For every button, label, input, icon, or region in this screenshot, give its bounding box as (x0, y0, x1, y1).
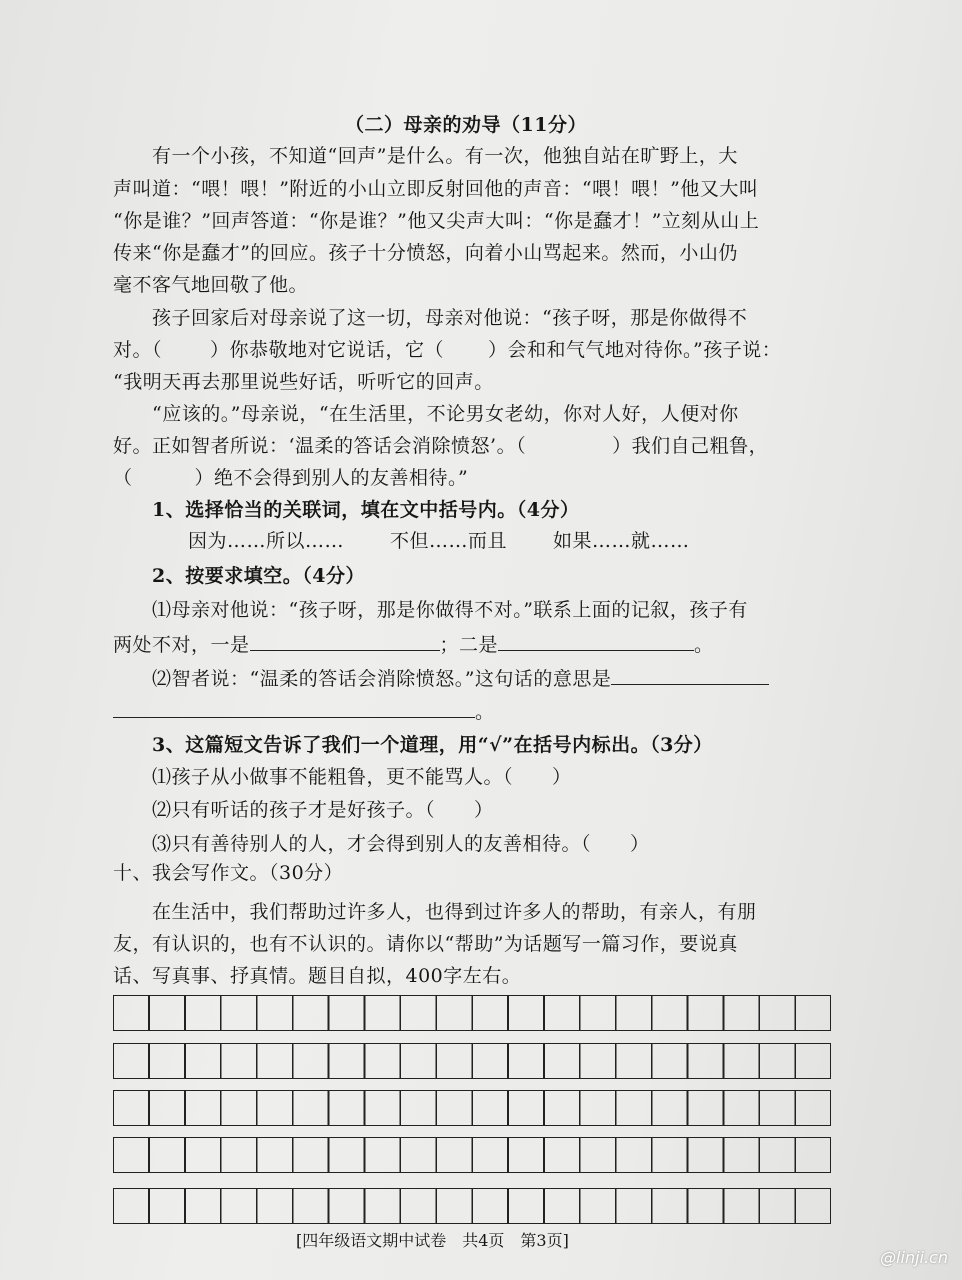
passage-line: 声叫道：“喂！喂！”附近的小山立即反射回他的声音：“喂！喂！”他又大叫 (113, 178, 759, 200)
passage-line: 孩子回家后对母亲说了这一切，母亲对他说：“孩子呀，那是你做得不 (152, 307, 748, 329)
passage-text: ）你恭敬地对它说话，它（ (210, 339, 445, 361)
essay-prompt-line: 友，有认识的，也有不认识的。请你以“帮助”为话题写一篇习作，要说真 (113, 933, 738, 955)
essay-prompt-line: 话、写真事、抒真情。题目自拟，400字左右。 (113, 965, 522, 987)
passage-line: 传来“你是蠢才”的回应。孩子十分愤怒，向着小山骂起来。然而，小山仍 (113, 242, 738, 264)
passage-line-with-blanks (113, 337, 781, 363)
answer-end: 。 (694, 634, 714, 656)
passage-line-with-blanks (113, 465, 468, 491)
passage-text: （ (113, 467, 133, 489)
option-item: 不但……而且 (390, 530, 508, 552)
answer-separator: ；二是 (439, 634, 499, 656)
page-footer: [四年级语文期中试卷 共4页 第3页] (296, 1231, 569, 1250)
question-3-option[interactable]: ⑶只有善待别人的人，才会得到别人的友善相待。（ ） (152, 833, 650, 855)
answer-blank-4[interactable] (113, 697, 475, 718)
passage-text: ）会和和气气地对待你。”孩子说： (488, 339, 782, 361)
passage-line: “应该的。”母亲说，“在生活里，不论男女老幼，你对人好，人便对你 (152, 403, 739, 425)
passage-line: “你是谁？”回声答道：“你是谁？”他又尖声大叫：“你是蠢才！”立刻从山上 (113, 210, 760, 232)
passage-text: ）绝不会得到别人的友善相待。” (194, 467, 469, 489)
answer-blank-2[interactable] (498, 630, 694, 651)
question-2-item-1-answer (113, 630, 714, 658)
answer-blank-3[interactable] (611, 664, 769, 685)
question-3-option[interactable]: ⑴孩子从小做事不能粗鲁，更不能骂人。（ ） (152, 766, 572, 788)
question-3-label: 3、这篇短文告诉了我们一个道理，用“√”在括号内标出。（3分） (152, 734, 713, 756)
passage-line: 有一个小孩，不知道“回声”是什么。有一次，他独自站在旷野上，大 (152, 145, 738, 167)
writing-grid-row[interactable] (113, 1043, 831, 1079)
writing-grid-row[interactable] (113, 1188, 831, 1224)
question-text: ⑵智者说：“温柔的答话会消除愤怒。”这句话的意思是 (152, 668, 612, 690)
writing-grid-row[interactable] (113, 1137, 831, 1173)
option-item: 因为……所以…… (188, 530, 345, 552)
answer-prefix: 两处不对，一是 (113, 634, 250, 656)
passage-line: “我明天再去那里说些好话，听听它的回声。 (113, 371, 494, 393)
option-item: 如果……就…… (553, 530, 690, 552)
section-10-label: 十、我会写作文。（30分） (113, 862, 344, 884)
answer-blank-1[interactable] (250, 630, 440, 651)
question-2-item-2-answer (113, 697, 495, 725)
passage-text: 对。（ (113, 339, 163, 361)
question-2-item-1: ⑴母亲对他说：“孩子呀，那是你做得不对。”联系上面的记叙，孩子有 (152, 599, 748, 621)
passage-text: ）我们自己粗鲁， (612, 435, 769, 457)
passage-text: 好。正如智者所说：‘温柔的答话会消除愤怒’。（ (113, 435, 527, 457)
question-2-item-2 (152, 664, 769, 692)
writing-grid-row[interactable] (113, 1090, 831, 1126)
watermark: @linji.cn (880, 1248, 948, 1267)
passage-line: 毫不客气地回敬了他。 (113, 274, 309, 296)
conjunction-options (188, 528, 736, 554)
question-3-option[interactable]: ⑵只有听话的孩子才是好孩子。（ ） (152, 799, 494, 821)
question-1-label: 1、选择恰当的关联词，填在文中括号内。（4分） (152, 499, 580, 521)
answer-end: 。 (475, 701, 495, 723)
essay-prompt-line: 在生活中，我们帮助过许多人，也得到过许多人的帮助，有亲人，有朋 (152, 901, 757, 923)
writing-grid-row[interactable] (113, 995, 831, 1031)
passage-line-with-blanks (113, 433, 768, 459)
section-title: （二）母亲的劝导（11分） (345, 114, 587, 136)
question-2-label: 2、按要求填空。（4分） (152, 565, 365, 587)
